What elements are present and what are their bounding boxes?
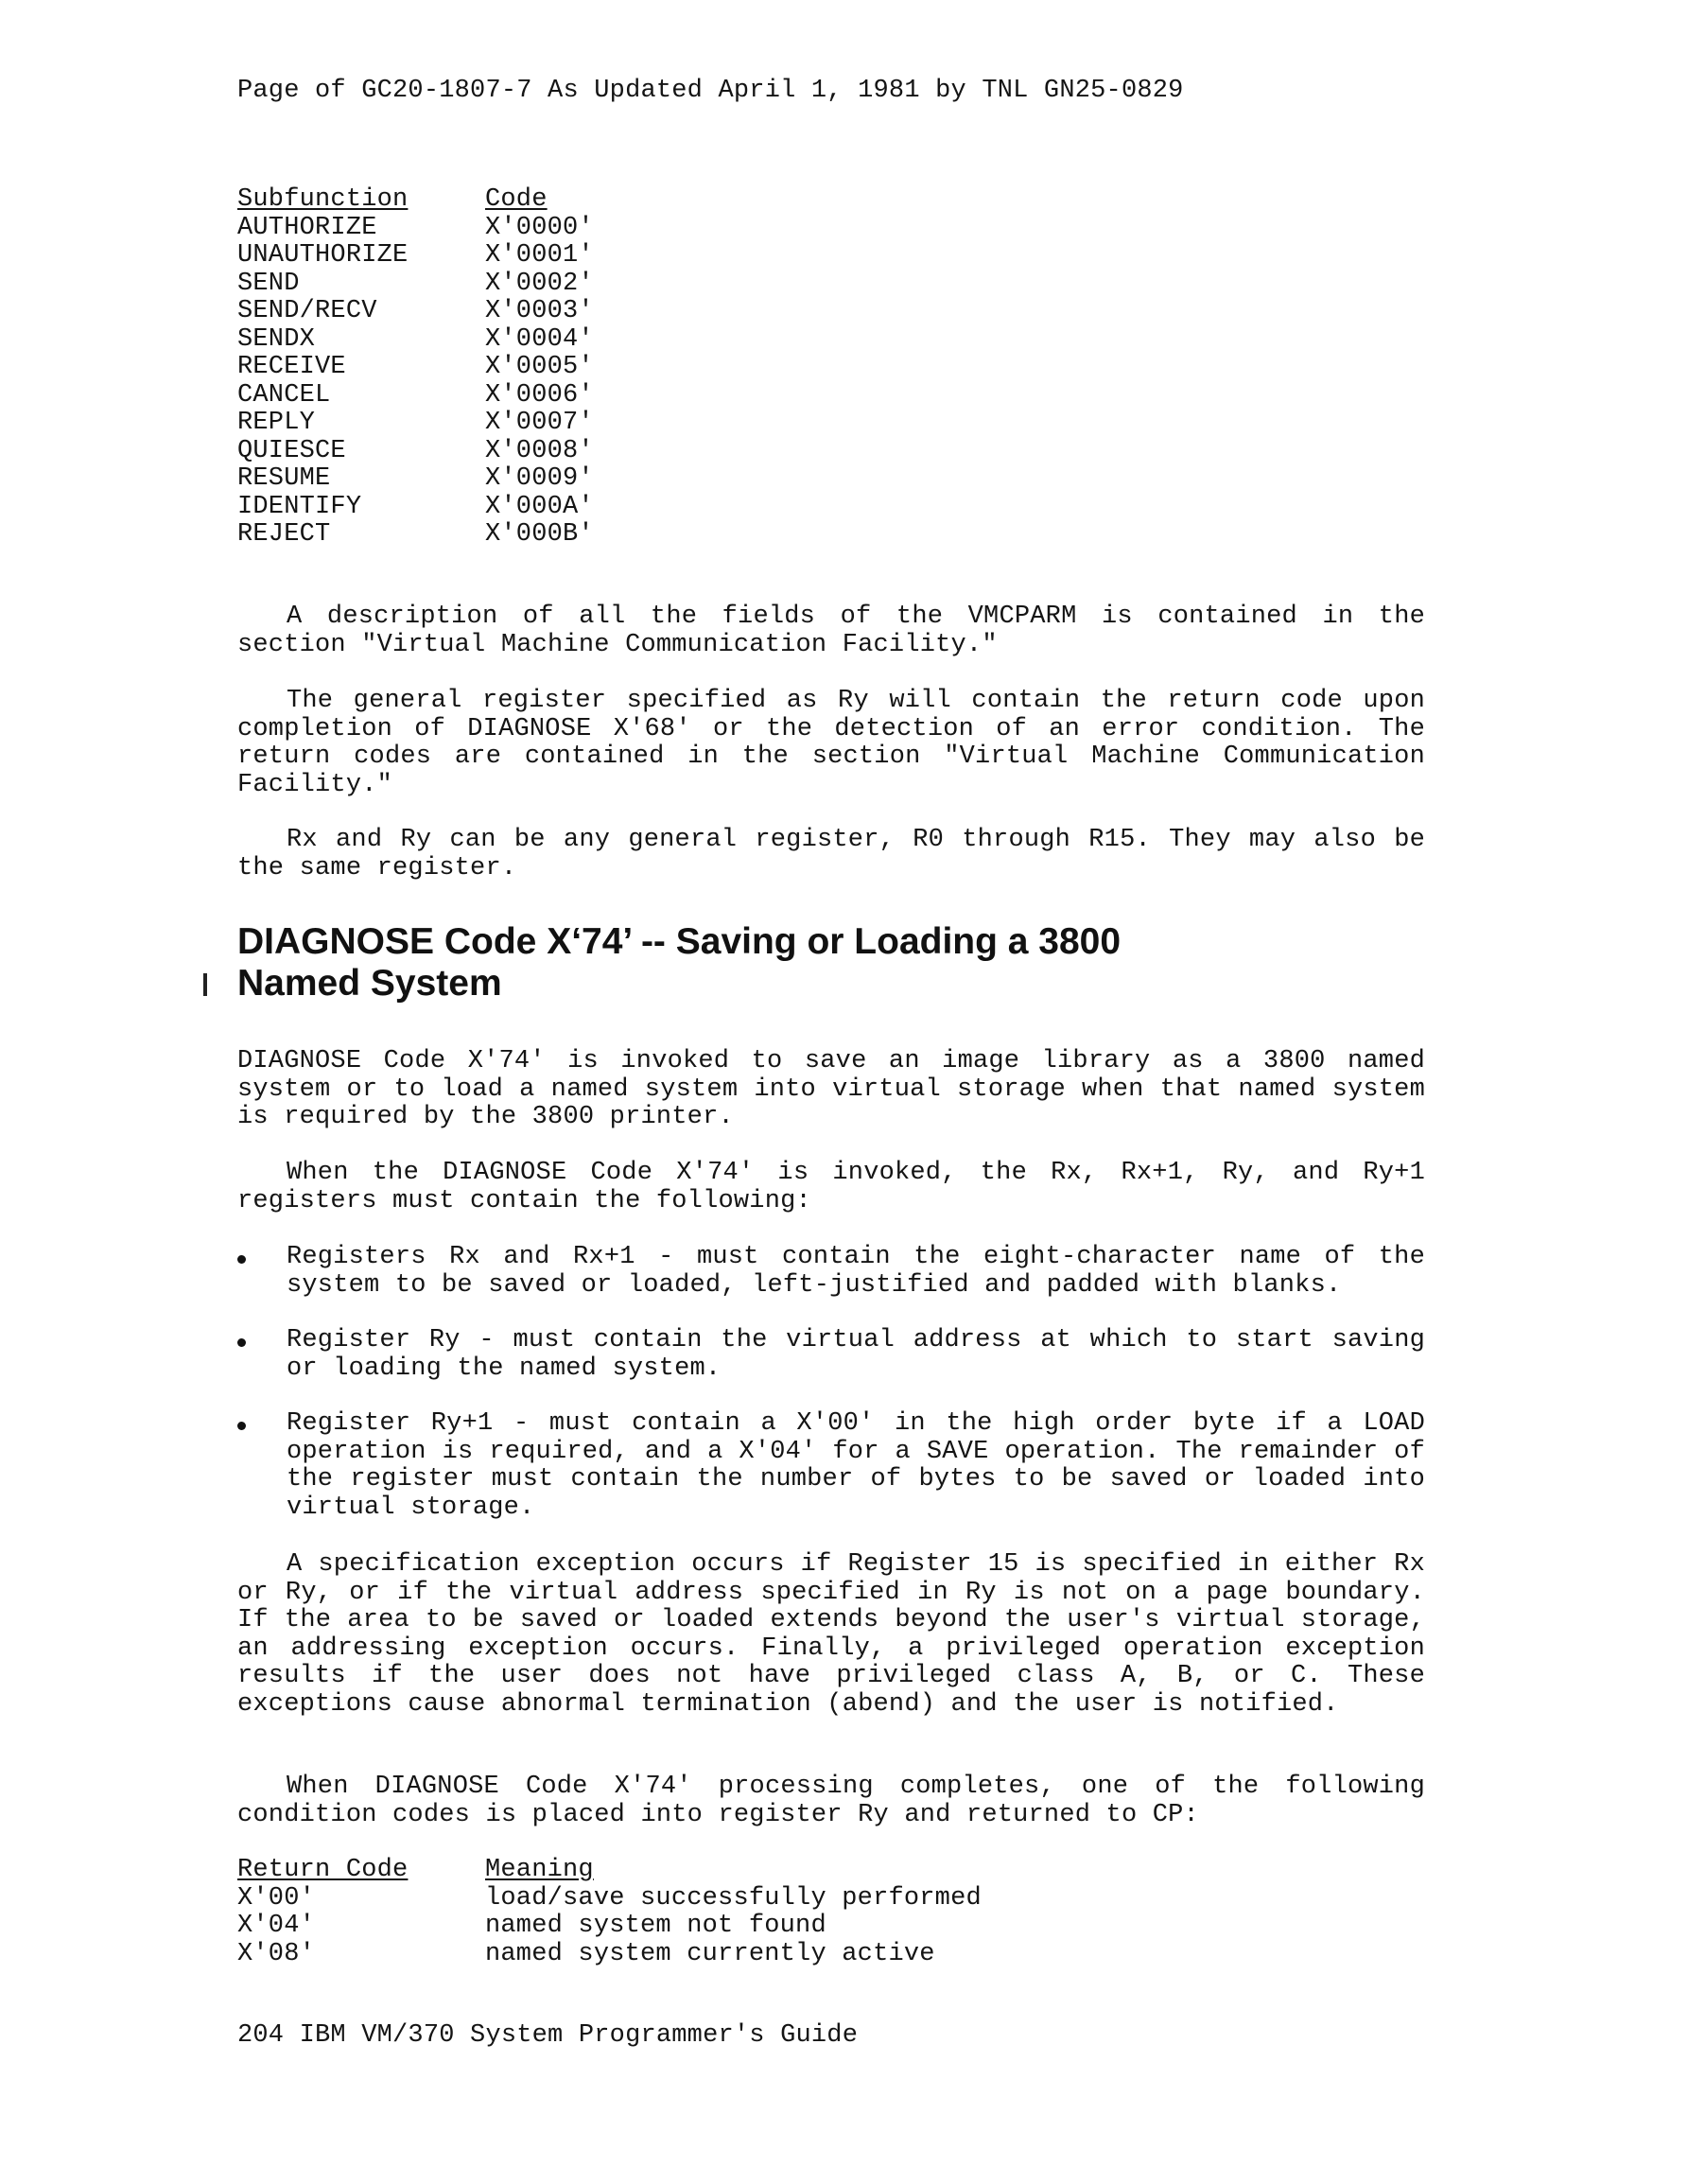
table-row — [237, 438, 899, 466]
table-row — [237, 1885, 1088, 1913]
return-code-table — [237, 1857, 1088, 1968]
code-cell: X'0007' — [485, 409, 594, 437]
code-cell: X'0002' — [485, 269, 594, 298]
code-cell: X'0000' — [485, 213, 594, 242]
code-cell: X'0004' — [485, 324, 594, 354]
list-item-text: Registers Rx and Rx+1 - must contain the eight-character name of the system to be saved or loaded, left-justified and padded with blanks. — [287, 1243, 1425, 1300]
section-heading — [237, 921, 1467, 1005]
subfunction-cell: IDENTIFY — [237, 492, 362, 521]
paragraph-registers-intro: When the DIAGNOSE Code X'74' is invoked, the Rx, Rx+1, Ry, and Ry+1 registers must contain the following: — [237, 1159, 1425, 1215]
section-heading-line-1: DIAGNOSE Code X‘74’ -- Saving or Loading a 3800 — [237, 921, 1122, 962]
table-row — [237, 354, 899, 382]
table-row — [237, 494, 899, 522]
table-row — [237, 382, 899, 411]
subfunction-cell: RESUME — [237, 464, 331, 493]
section-heading-line-2: Named System — [237, 963, 502, 1004]
table-row — [237, 326, 899, 355]
meaning-cell: named system not found — [485, 1912, 826, 1940]
page-header: Page of GC20-1807-7 As Updated April 1, 1981 by TNL GN25-0829 — [237, 77, 1184, 105]
column-header-meaning: Meaning — [485, 1856, 594, 1884]
table-row — [237, 1913, 1088, 1941]
paragraph-exceptions: A specification exception occurs if Register 15 is specified in either Rx or Ry, or if the virtual address specified in Ry is not on a page boundary. If the area to be saved or loaded extends beyond the user's virtual storage, an addressing exception occurs. Finally, a privileged operation exception results if the user does not have privileged class A, B, or C. These exceptions cause abnormal termination (abend) and the user is notified. — [237, 1550, 1425, 1719]
subfunction-cell: CANCEL — [237, 380, 331, 410]
subfunction-cell: SEND — [237, 269, 300, 298]
subfunction-cell: AUTHORIZE — [237, 213, 377, 242]
subfunction-cell: REJECT — [237, 520, 331, 549]
paragraph-register-range: Rx and Ry can be any general register, R0 through R15. They may also be the same register. — [237, 826, 1425, 882]
code-cell: X'0001' — [485, 241, 594, 270]
list-item-text: Register Ry+1 - must contain a X'00' in the high order byte if a LOAD operation is required, and a X'04' for a SAVE operation. The remainder of the register must contain the number of bytes to be saved or loaded into virtual storage. — [287, 1409, 1425, 1522]
paragraph-condition-codes-intro: When DIAGNOSE Code X'74' processing completes, one of the following condition codes is placed into register Ry and returned to CP: — [237, 1773, 1425, 1829]
list-item-text: Register Ry - must contain the virtual address at which to start saving or loading the named system. — [287, 1326, 1425, 1383]
subfunction-cell: UNAUTHORIZE — [237, 241, 409, 270]
list-item — [237, 1327, 1425, 1383]
code-cell: X'000B' — [485, 520, 594, 549]
table-row — [237, 242, 899, 271]
table-row — [237, 271, 899, 299]
meaning-cell: named system currently active — [485, 1939, 935, 1968]
subfunction-cell: SEND/RECV — [237, 297, 377, 325]
code-cell: X'0008' — [485, 436, 594, 465]
subfunction-cell: RECEIVE — [237, 353, 346, 381]
revision-bar — [203, 973, 207, 996]
table-row — [237, 410, 899, 438]
return-code-cell: X'00' — [237, 1883, 316, 1913]
list-item — [237, 1244, 1425, 1300]
table-row — [237, 215, 899, 243]
paragraph-vmcparm-description: A description of all the fields of the VMCPARM is contained in the section "Virtual Machine Communication Facility." — [237, 603, 1425, 659]
code-cell: X'000A' — [485, 492, 594, 521]
subfunction-cell: SENDX — [237, 324, 316, 354]
table-row — [237, 465, 899, 494]
paragraph-diagnose-74-intro: DIAGNOSE Code X'74' is invoked to save an image library as a 3800 named system or to load a named system into virtual storage when that named system is required by the 3800 printer. — [237, 1047, 1425, 1131]
table-row — [237, 1941, 1088, 1969]
register-bullet-list — [237, 1244, 1425, 1522]
subfunction-cell: QUIESCE — [237, 436, 346, 465]
column-header-return-code: Return Code — [237, 1856, 409, 1884]
bullet-icon — [237, 1422, 246, 1430]
table-header-row — [237, 186, 899, 215]
bullet-icon — [237, 1255, 246, 1264]
table-row — [237, 298, 899, 326]
list-item — [237, 1410, 1425, 1522]
paragraph-return-code-register: The general register specified as Ry will contain the return code upon completion of DIAGNOSE X'68' or the detection of an error condition. The return codes are contained in the section "Virtual Machine Communication Facility." — [237, 687, 1425, 799]
return-code-cell: X'04' — [237, 1912, 316, 1940]
table-header-row — [237, 1857, 1088, 1885]
subfunction-code-table — [237, 186, 899, 550]
code-cell: X'0005' — [485, 353, 594, 381]
code-cell: X'0006' — [485, 380, 594, 410]
meaning-cell: load/save successfully performed — [485, 1883, 982, 1913]
table-row — [237, 521, 899, 550]
column-header-subfunction: Subfunction — [237, 185, 409, 214]
code-cell: X'0009' — [485, 464, 594, 493]
return-code-cell: X'08' — [237, 1939, 316, 1968]
bullet-icon — [237, 1338, 246, 1347]
code-cell: X'0003' — [485, 297, 594, 325]
column-header-code: Code — [485, 185, 548, 214]
page-footer: 204 IBM VM/370 System Programmer's Guide — [237, 2021, 859, 2050]
subfunction-cell: REPLY — [237, 409, 316, 437]
